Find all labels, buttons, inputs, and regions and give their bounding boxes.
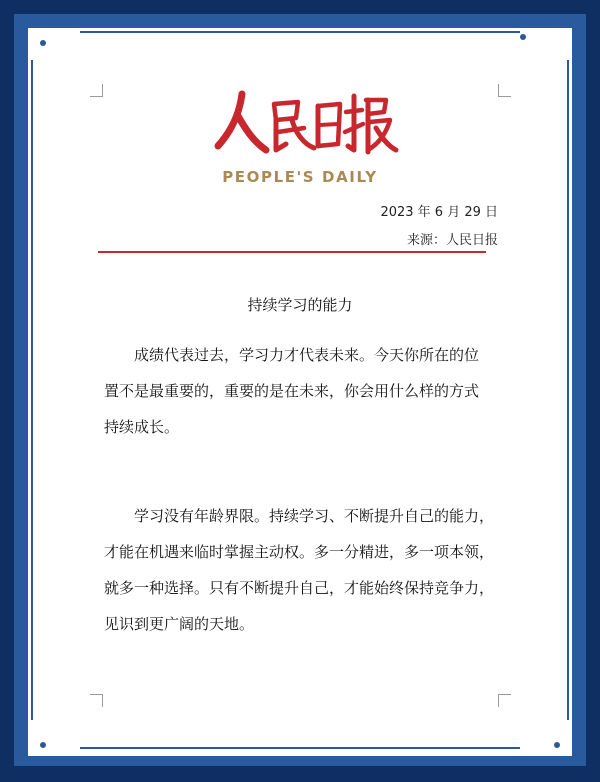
article-title: 持续学习的能力 xyxy=(247,296,353,314)
paragraph-line: 才能在机遇来临时掌握主动权。多一分精进，多一项本领， xyxy=(104,543,495,561)
paragraph-1 xyxy=(104,337,500,445)
crop-mark-top-right xyxy=(498,84,511,97)
corner-dot-tr xyxy=(520,34,526,40)
border-line-right xyxy=(567,60,569,720)
paragraph-line: 置不是最重要的，重要的是在未来，你会用什么样的方式 xyxy=(104,382,480,400)
paragraph-line: 持续成长。 xyxy=(104,418,180,436)
crop-mark-top-left xyxy=(90,84,103,97)
publish-date: 2023 年 6 月 29 日 xyxy=(380,205,498,220)
corner-dot-bl xyxy=(40,742,46,748)
paragraph-2 xyxy=(104,498,500,642)
paragraph-line: 就多一种选择。只有不断提升自己，才能始终保持竞争力， xyxy=(104,579,495,597)
paragraph-line: 见识到更广阔的天地。 xyxy=(104,615,255,633)
peoples-daily-logo xyxy=(200,88,400,164)
border-line-bottom xyxy=(80,747,520,749)
border-line-top xyxy=(80,31,520,33)
logo-english-text: PEOPLE'S DAILY xyxy=(222,168,378,186)
header-divider xyxy=(98,251,486,253)
paragraph-line: 成绩代表过去，学习力才代表未来。今天你所在的位 xyxy=(134,346,480,364)
source-attribution: 来源：人民日报 xyxy=(406,233,498,248)
crop-mark-bottom-right xyxy=(498,694,511,707)
paragraph-line: 学习没有年龄界限。持续学习、不断提升自己的能力， xyxy=(134,507,495,525)
border-line-left xyxy=(31,60,33,720)
corner-dot-tl xyxy=(40,40,46,46)
corner-dot-br xyxy=(554,742,560,748)
crop-mark-bottom-left xyxy=(90,694,103,707)
